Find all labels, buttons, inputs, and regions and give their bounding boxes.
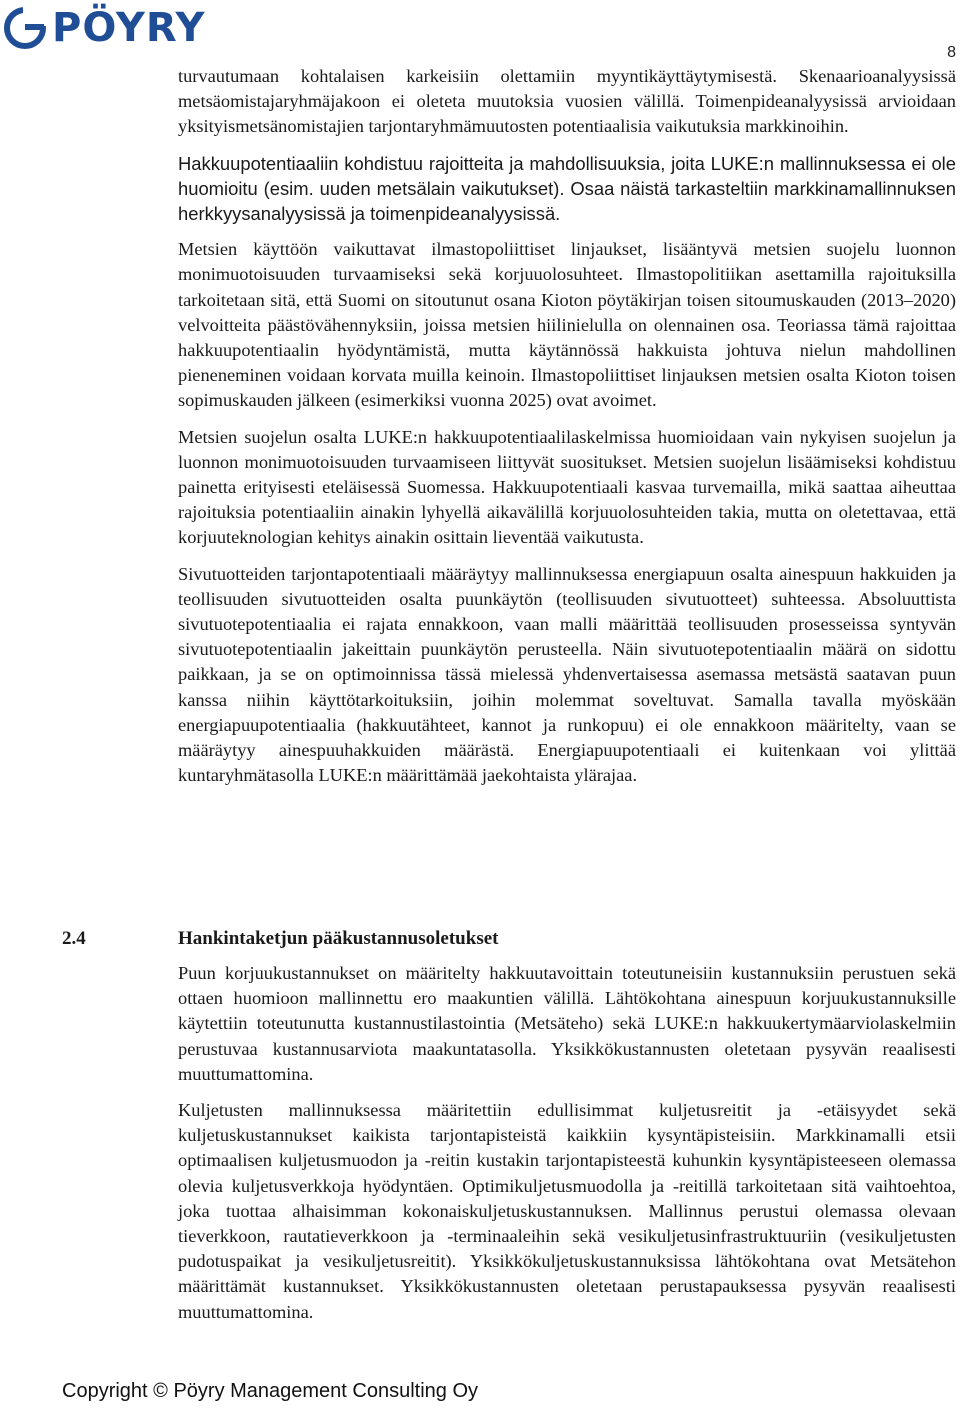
paragraph: Metsien käyttöön vaikuttavat ilmastopoliittiset linjaukset, lisääntyvä metsien suojelu luonnon monimuotoisuuden turvaamiseksi sekä korjuuolosuhteet. Ilmastopolitiikan asettamilla rajoituksilla tarkoitetaan sitä, että Suomi on sitoutunut osana Kioton pöytäkirjan toisen sitoumuskauden (2013–2020) velvoitteita päästövähennyksiin, joissa metsien hiilinielulla on olennainen osa. Teoriassa tämä rajoittaa hakkuupotentiaalin hyödyntämistä, mutta käytännössä hakkuista johtuva nielun mahdollinen pieneneminen voidaan korvata muilla keinoin. Ilmastopoliittiset linjauksen metsien osalta Kioton toisen sopimuskauden jälkeen (esimerkiksi vuonna 2025) ovat avoimet. bbox=[178, 239, 956, 411]
section-title: Hankintaketjun pääkustannusoletukset bbox=[178, 928, 499, 949]
paragraph: Sivutuotteiden tarjontapotentiaali määräytyy mallinnuksessa energiapuun osalta ainespuun hakkuiden ja teollisuuden sivutuotteiden osalta puunkäytön (teollisuuden sivutuotteet) suhteessa. Absoluuttista sivutuotepotentiaalia ei rajata ennakkoon, vaan malli määrittää teollisuuden prosesseissa syntyvän sivutuotepotentiaalin jakeittain puunkäytön perusteella. Näin sivutuotepotentiaalin määrä on sidottu paikkaan, ja se on optimoinnissa tässä mielessä yhdenvertaisessa asemassa metsästä saatavan puun kanssa niihin käyttötarkoituksiin, joihin molemmat soveltuvat. Samalla tavalla myöskään energiapuupotentiaalia (hakkuutähteet, kannot ja runkopuu) ei ole ennakkoon määritelty, vaan se määräytyy ainespuuhakkuiden määrästä. Energiapuupotentiaali ei kuitenkaan voi ylittää kuntaryhmätasolla LUKE:n määrittämää jaekohtaista ylärajaa. bbox=[178, 563, 956, 786]
page-number: 8 bbox=[947, 44, 956, 61]
section-number: 2.4 bbox=[62, 928, 86, 949]
logo-wordmark: PÖYRY bbox=[52, 5, 206, 51]
body-text bbox=[178, 64, 956, 799]
paragraph: Hakkuupotentiaaliin kohdistuu rajoitteita ja mahdollisuuksia, joita LUKE:n mallinnuksessa ei ole huomioitu (esim. uuden metsälain vaikutukset). Osaa näistä tarkasteltiin markkinamallinnuksen herkkyysanalyysissä ja toimenpideanalyysissä. bbox=[178, 152, 956, 225]
paragraph: Kuljetusten mallinnuksessa määritettiin edullisimmat kuljetusreitit ja -etäisyydet sekä kuljetuskustannukset kaikista tarjontapisteistä kaikkiin kysyntäpisteisiin. Markkinamalli etsii optimaalisen kuljetusmuodon ja -reitin kustakin tarjontapisteestä kuhunkin kysyntäpisteeseen olemassa olevia kuljetusverkkoja hyödyntäen. Optimikuljetusmuodolla ja -reitillä tarkoitetaan sitä vaihtoehtoa, joka tuottaa alhaisimman kokonaiskuljetuskustannuksen. Mallinnus perustui olemassa olevaan tieverkkoon, rautatieverkkoon ja -terminaaleihin sekä vesikuljetusinfrastruktuuriin (vesikuljetusten pudotuspaikat ja vesikuljetusreitit). Yksikkökuljetuskustannuksissa lähtökohtana ovat Metsätehon määrittämät kustannukset. Yksikkökustannusten oletetaan perustapauksessa pysyvän reaalisesti muuttumattomina. bbox=[178, 1100, 956, 1322]
poyry-logo bbox=[4, 4, 205, 52]
footer-copyright: Copyright © Pöyry Management Consulting Oy bbox=[62, 1380, 479, 1402]
paragraph: turvautumaan kohtalaisen karkeisiin olettamiin myyntikäyttäytymisestä. Skenaarioanalyysissä metsäomistajaryhmäjakoon ei oleteta muutoksia vuosien välillä. Toimenpideanalyysissä arvioidaan yksityismetsänomistajien tarjontaryhmämuutosten potentiaalisia vaikutuksia markkinoihin. bbox=[178, 66, 956, 137]
section-heading bbox=[62, 924, 960, 954]
paragraph: Puun korjuukustannukset on määritelty hakkuutavoittain toteutuneisiin kustannuksiin perustuen sekä ottaen huomioon mallinnettu ero maakuntien välillä. Lähtökohtana ainespuun korjuukustannuksille käytettiin toteutunutta kustannustilastointia (Metsäteho) sekä LUKE:n hakkuukertymäarviolaskelmiin perustuvaa kustannusarviota maakuntatasolla. Yksikkökustannusten oletetaan pysyvän reaalisesti muuttumattomina. bbox=[178, 963, 956, 1084]
poyry-emblem-icon bbox=[4, 7, 46, 49]
section-body-text bbox=[178, 961, 956, 1336]
paragraph: Metsien suojelun osalta LUKE:n hakkuupotentiaalilaskelmissa huomioidaan vain nykyisen suojelun ja luonnon monimuotoisuuden turvaamiseen liittyvät suositukset. Metsien suojelun lisäämiseksi kohdistuu painetta erityisesti eteläisessä Suomessa. Hakkuupotentiaali kasvaa turvemailla, mikä saattaa aiheuttaa rajoituksia potentiaaliin ainakin lyhyellä aikavälillä korjuuolosuhteiden takia, mutta on oletettavaa, että korjuuteknologian kehitys ainakin osittain lieventää vaikutusta. bbox=[178, 426, 956, 548]
